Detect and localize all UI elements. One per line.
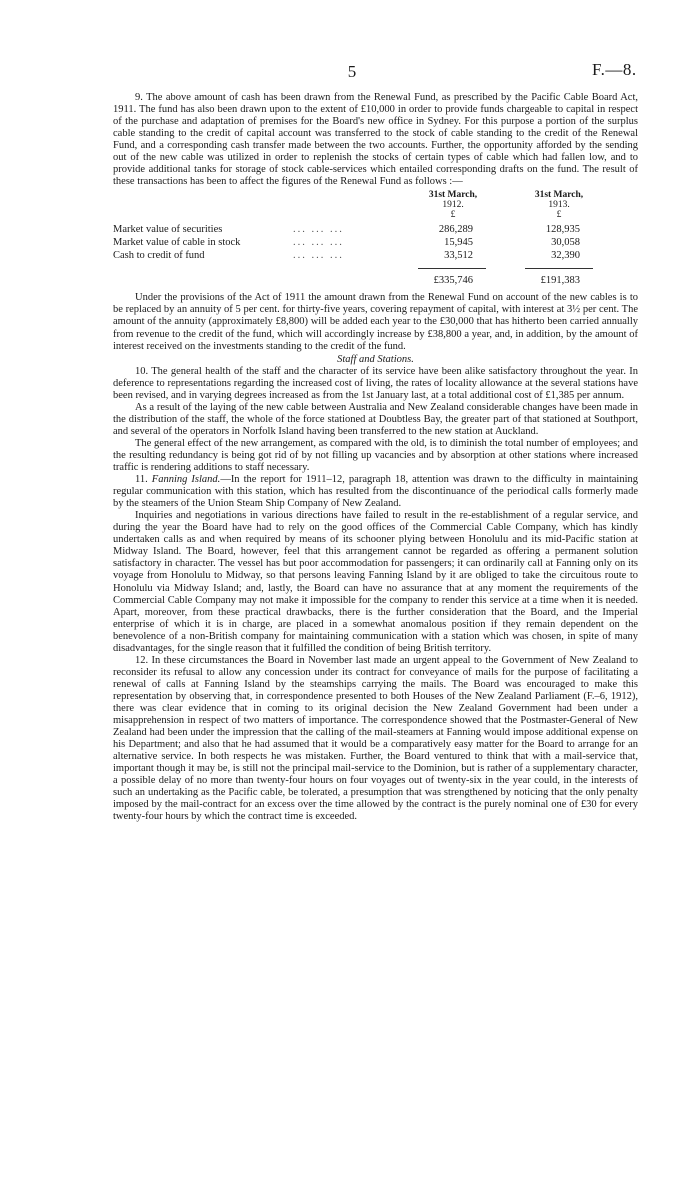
paragraph-9: 9. The above amount of cash has been drawn from the Renewal Fund, as prescribed by the Pacific Cable Board Act, 1911. The fund has also been drawn upon to the extent of £10,000 in order to provide funds chargeable to capital in respect of the purchase and adaptation of premises for the Board's new office in Sydney. For this purpose a portion of the surplus cable standing to the credit of capital account was transferred to the stock of cable standing to the credit of the Renewal Fund, and a corresponding cash transfer made between the two accounts. Further, the opportunity afforded by the sending out of the new cable was utilized in order to replenish the stocks of certain types of cable which had fallen low, and to provide additional tanks for storage of stock cable-services which entailed corresponding drafts on the fund. The result of these transactions has been to affect the figures of the Renewal Fund as follows :— bbox=[113, 92, 638, 188]
value-1913: 128,935 bbox=[545, 224, 580, 236]
paragraph-annuity: Under the provisions of the Act of 1911 the amount drawn from the Renewal Fund on account of the new cables is to be replaced by an annuity of 5 per cent. for thirty-five years, covering repayment of capital, with interest at 3½ per cent. The amount of the annuity (approximately £8,800) will be added each year to the £30,000 that has hitherto been carried annually from revenue to the credit of the fund, which will accordingly increase by £38,800 a year, and, in addition, by the amount of interest received on the investments standing to the credit of the fund. bbox=[113, 292, 638, 352]
col1-year: 1912. bbox=[442, 200, 464, 211]
paragraph-12: 12. In these circumstances the Board in November last made an urgent appeal to the Government of New Zealand to reconsider its refusal to allow any concession under its contract for conveyance of mails for the purpose of facilitating a renewal of calls at Fanning Island by the steamships carrying the mails. The Board was encouraged to make this representation by observing that, in correspondence presented to both Houses of the New Zealand Parliament (F.–6, 1912), there was clear evidence that in coming to its original decision the New Zealand Government had been under a misapprehension in respect of two matters of importance. The correspondence showed that the Postmaster-General of New Zealand had been under the impression that the calling of the mail-steamers at Fanning would impose additional expense on his Department; and also that he had assumed that it would be a comparatively easy matter for the Board to arrange for an alternative service. In both respects he was mistaken. Further, the Board ventured to think that with a mail-service that, important though it may be, is still not the principal mail-service to the Dominion, but is rather of a supplementary character, a possible delay of no more than twenty-four hours on four voyages out of twenty-six in the year could, in the interests of such an undertaking as the Pacific cable, be tolerated, a presumption that was strengthened by noticing that the only penalty imposed by the mail-contract for an excess over the time allowed by the contract is the purely nominal one of £30 for every twenty-four hours by which the contract time is exceeded. bbox=[113, 654, 638, 823]
table-row bbox=[113, 224, 638, 237]
leader-dots: ... ... ... bbox=[293, 224, 344, 236]
col1-currency: £ bbox=[450, 210, 456, 221]
value-1912: 15,945 bbox=[444, 237, 473, 249]
leader-dots: ... ... ... bbox=[293, 237, 344, 249]
paragraph-10c: The general effect of the new arrangement, as compared with the old, is to diminish the total number of employees; and the resulting redundancy is being got rid of by not filling up vacancies and by absorption at other stations where increased traffic is rendering additions to staff necessary. bbox=[113, 437, 638, 474]
para11-number: 11. bbox=[135, 474, 152, 486]
paragraph-11 bbox=[113, 474, 638, 510]
total-rule-1912 bbox=[418, 268, 486, 269]
value-1913: 30,058 bbox=[551, 237, 580, 249]
section-heading: Staff and Stations. bbox=[337, 353, 414, 365]
value-1912: 33,512 bbox=[444, 250, 473, 262]
para11-title: Fanning Island. bbox=[151, 474, 221, 486]
row-label: Cash to credit of fund bbox=[113, 250, 205, 262]
document-reference: F.—8. bbox=[592, 60, 637, 79]
para11-text: —In the report for 1911–12, paragraph 18, attention was drawn to the difficulty in maintaining regular communication with this station, which has resulted from the discontinuance of the periodical calls formerly made by the steamers of the Union Steam Ship Company of New Zealand. bbox=[113, 474, 638, 510]
table-row bbox=[113, 237, 638, 250]
total-rule-1913 bbox=[525, 268, 593, 269]
row-label: Market value of securities bbox=[113, 224, 223, 236]
renewal-fund-table bbox=[113, 188, 638, 292]
table-total-row bbox=[113, 275, 638, 288]
value-1912: 286,289 bbox=[438, 224, 473, 236]
col2-year: 1913. bbox=[548, 200, 570, 211]
col2-header: 31st March, bbox=[534, 190, 584, 201]
page-number: 5 bbox=[347, 62, 357, 81]
total-1913: £191,383 bbox=[540, 275, 580, 287]
paragraph-10: 10. The general health of the staff and the character of its service have been alike satisfactory throughout the year. In deference to representations regarding the increased cost of living, the rates of locality allowance at the several stations have been revised, and in varying degrees increased as from the 1st January last, at a total additional cost of £1,385 per annum. bbox=[113, 365, 638, 401]
col2-currency: £ bbox=[556, 210, 562, 221]
total-1912: £335,746 bbox=[433, 275, 473, 287]
table-row bbox=[113, 250, 638, 263]
value-1913: 32,390 bbox=[551, 250, 580, 262]
leader-dots: ... ... ... bbox=[293, 250, 344, 262]
col1-header: 31st March, bbox=[428, 190, 478, 201]
document-body bbox=[113, 92, 638, 823]
row-label: Market value of cable in stock bbox=[113, 237, 241, 249]
paragraph-11b: Inquiries and negotiations in various directions have failed to result in the re-establishment of a regular service, and during the year the Board have had to rely on the good offices of the Commercial Cable Company, which has kindly undertaken calls as and when required by means of its schooner plying between Honolulu and its mid-Pacific station at Midway Island. The Board, however, feel that this arrangement cannot be regarded as offering a permanent solution satisfactory in character. The vessel has but poor accommodation for passengers; it can ordinarily call at Fanning only on its voyage from Honolulu to Midway, so that persons leaving Fanning Island by it are obliged to take the circuitous route to Honolulu via Midway Island; and, lastly, the Board can have no assurance that at any moment the requirements of the Commercial Cable Company may not make it impossible for the company to render this service at a time when it is needed. Apart, moreover, from these practical drawbacks, there is the further consideration that the Board, and the Imperial enterprise of which it is in charge, are placed in a somewhat anomalous position if they remain dependent on the benevolence of a non-British company for maintaining communication with a station which was chosen, in spite of many disadvantages, for the single reason that it fulfilled the condition of being British territory. bbox=[113, 510, 638, 654]
paragraph-10b: As a result of the laying of the new cable between Australia and New Zealand considerable changes have been made in the distribution of the staff, the whole of the force stationed at Doubtless Bay, the greater part of that stationed at Southport, and several of the operators in Norfolk Island having been transferred to the new station at Auckland. bbox=[113, 401, 638, 437]
